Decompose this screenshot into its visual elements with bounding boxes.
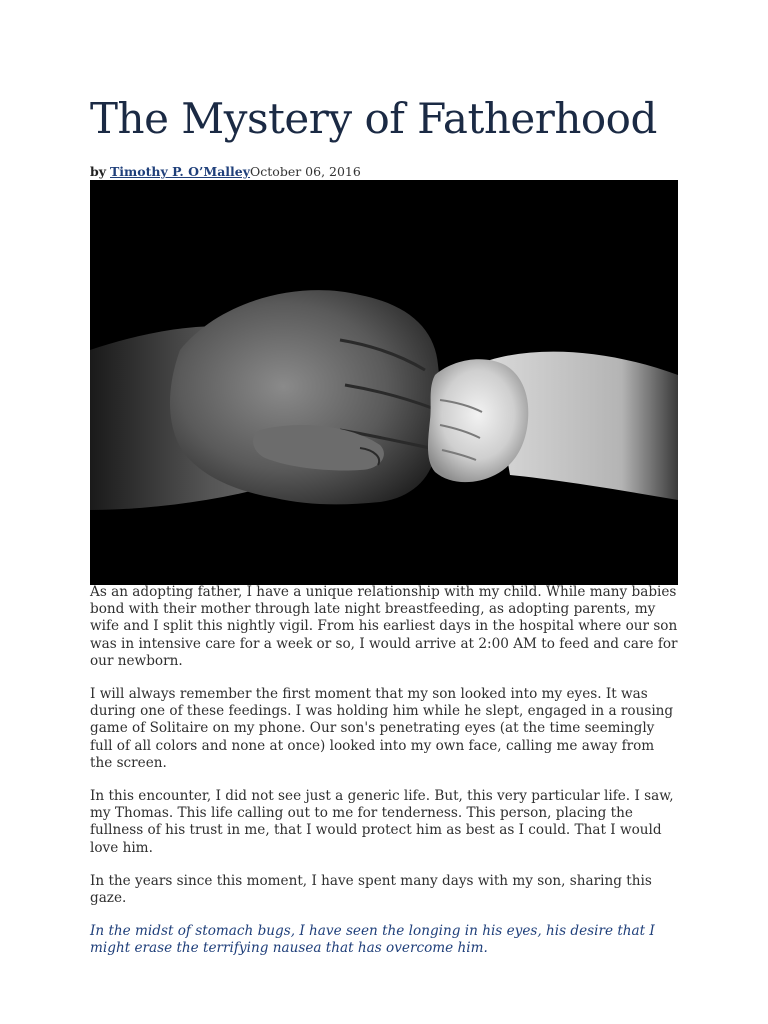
publish-date: October 06, 2016 [250,164,361,179]
paragraph: In the years since this moment, I have spent many days with my son, sharing this gaze. [90,872,652,907]
fist-bump-image [90,180,678,585]
paragraph: In this encounter, I did not see just a generic life. But, this very particular life. I saw, my Thomas. This life calling out to me for tenderness. This person, placing the fullness of his trust in me, that I would protect him as best as I could. That I would love him. [90,788,674,856]
pull-quote: In the midst of stomach bugs, I have seen the longing in his eyes, his desire that I might erase the terrifying nausea that has overcome him. [90,923,655,957]
paragraph: I will always remember the first moment that my son looked into my eyes. It was during one of these feedings. I was holding him while he slept, engaged in a rousing game of Solitaire on my phone. Our son's penetrating eyes (at the time seemingly full of all colors and none at once) looked into my own face, calling me away from the screen. [90,686,674,771]
article-body [90,584,680,974]
author-link[interactable]: Timothy P. O’Malley [110,164,251,179]
byline-prefix: by [90,164,107,179]
article-title: The Mystery of Fatherhood [90,94,657,143]
paragraph: As an adopting father, I have a unique relationship with my child. While many babies bond with their mother through late night breastfeeding, as adopting parents, my wife and I split this nightly vigil. From his earliest days in the hospital where our son was in intensive care for a week or so, I would arrive at 2:00 AM to feed and care for our newborn. [90,584,678,669]
hero-photo [90,180,678,585]
byline [90,163,361,181]
